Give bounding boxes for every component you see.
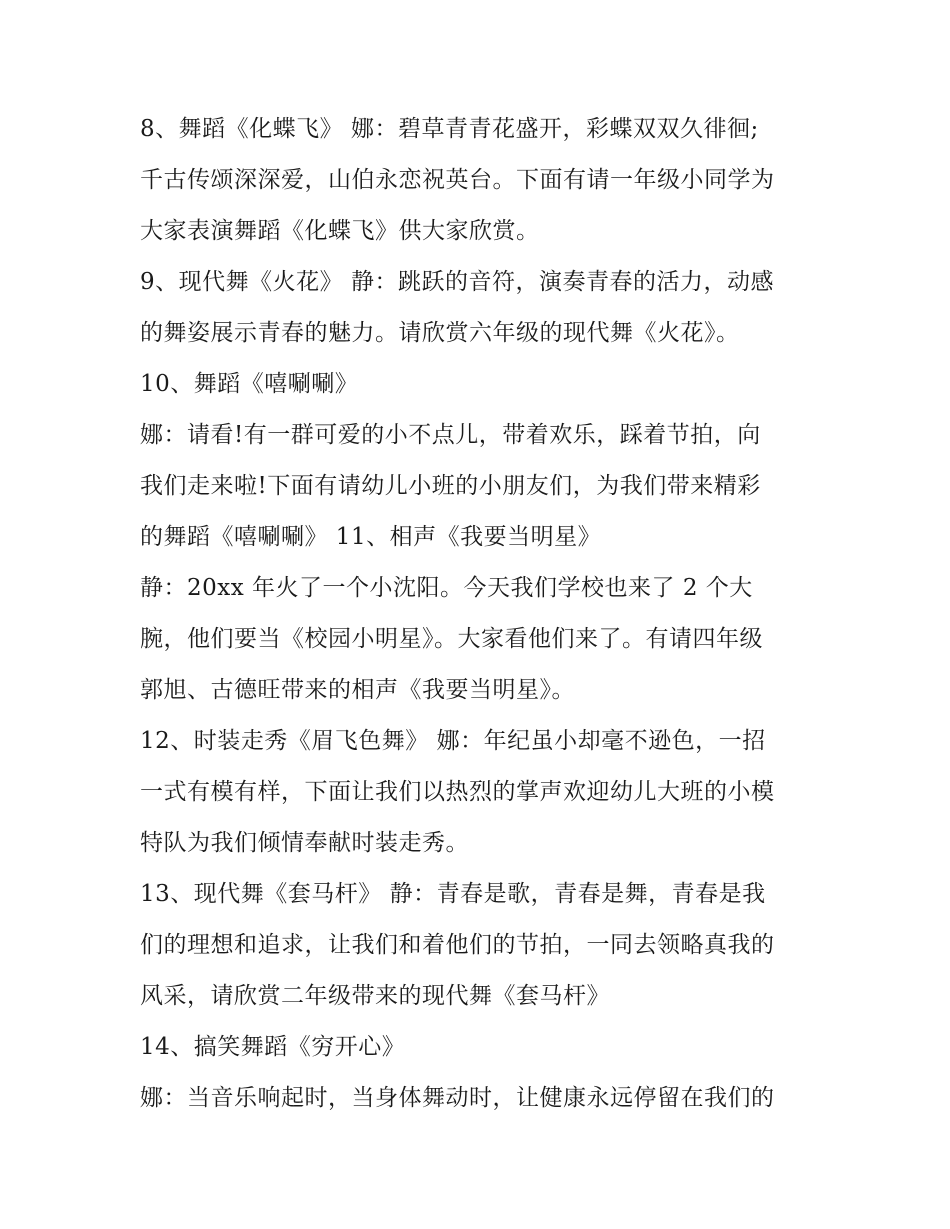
text-line: 郭旭、古德旺带来的相声《我要当明星》。 <box>140 677 575 703</box>
text-line: 的舞姿展示青春的魅力。请欣赏六年级的现代舞《火花》。 <box>140 320 740 346</box>
text-line: 12、时装走秀《眉飞色舞》 娜：年纪虽小却毫不逊色，一招 <box>140 728 766 754</box>
text-line: 14、搞笑舞蹈《穷开心》 <box>140 1034 406 1060</box>
text-line: 8、舞蹈《化蝶飞》 娜：碧草青青花盛开，彩蝶双双久徘徊; <box>140 116 759 142</box>
text-line: 们的理想和追求，让我们和着他们的节拍，一同去领略真我的 <box>140 932 775 958</box>
text-line: 千古传颂深深爱，山伯永恋祝英台。下面有请一年级小同学为 <box>140 167 775 193</box>
text-line: 娜：请看!有一群可爱的小不点儿，带着欢乐，踩着节拍，向 <box>140 422 761 448</box>
text-line: 的舞蹈《嘻唰唰》 11、相声《我要当明星》 <box>140 524 602 550</box>
text-line: 娜：当音乐响起时，当身体舞动时，让健康永远停留在我们的 <box>140 1085 775 1111</box>
text-line: 13、现代舞《套马杆》 静：青春是歌，青春是舞，青春是我 <box>140 881 766 907</box>
text-line: 大家表演舞蹈《化蝶飞》供大家欣赏。 <box>140 218 540 244</box>
text-line: 9、现代舞《火花》 静：跳跃的音符，演奏青春的活力，动感 <box>140 269 774 295</box>
text-line: 腕，他们要当《校园小明星》。大家看他们来了。有请四年级 <box>140 626 763 652</box>
document-body <box>140 104 830 1124</box>
text-line: 一式有模有样，下面让我们以热烈的掌声欢迎幼儿大班的小模 <box>140 779 775 805</box>
text-line: 静：20xx 年火了一个小沈阳。今天我们学校也来了 2 个大 <box>140 575 753 601</box>
text-line: 我们走来啦!下面有请幼儿小班的小朋友们，为我们带来精彩 <box>140 473 761 499</box>
text-line: 10、舞蹈《嘻唰唰》 <box>140 371 359 397</box>
text-line: 风采，请欣赏二年级带来的现代舞《套马杆》 <box>140 983 610 1009</box>
text-line: 特队为我们倾情奉献时装走秀。 <box>140 830 469 856</box>
